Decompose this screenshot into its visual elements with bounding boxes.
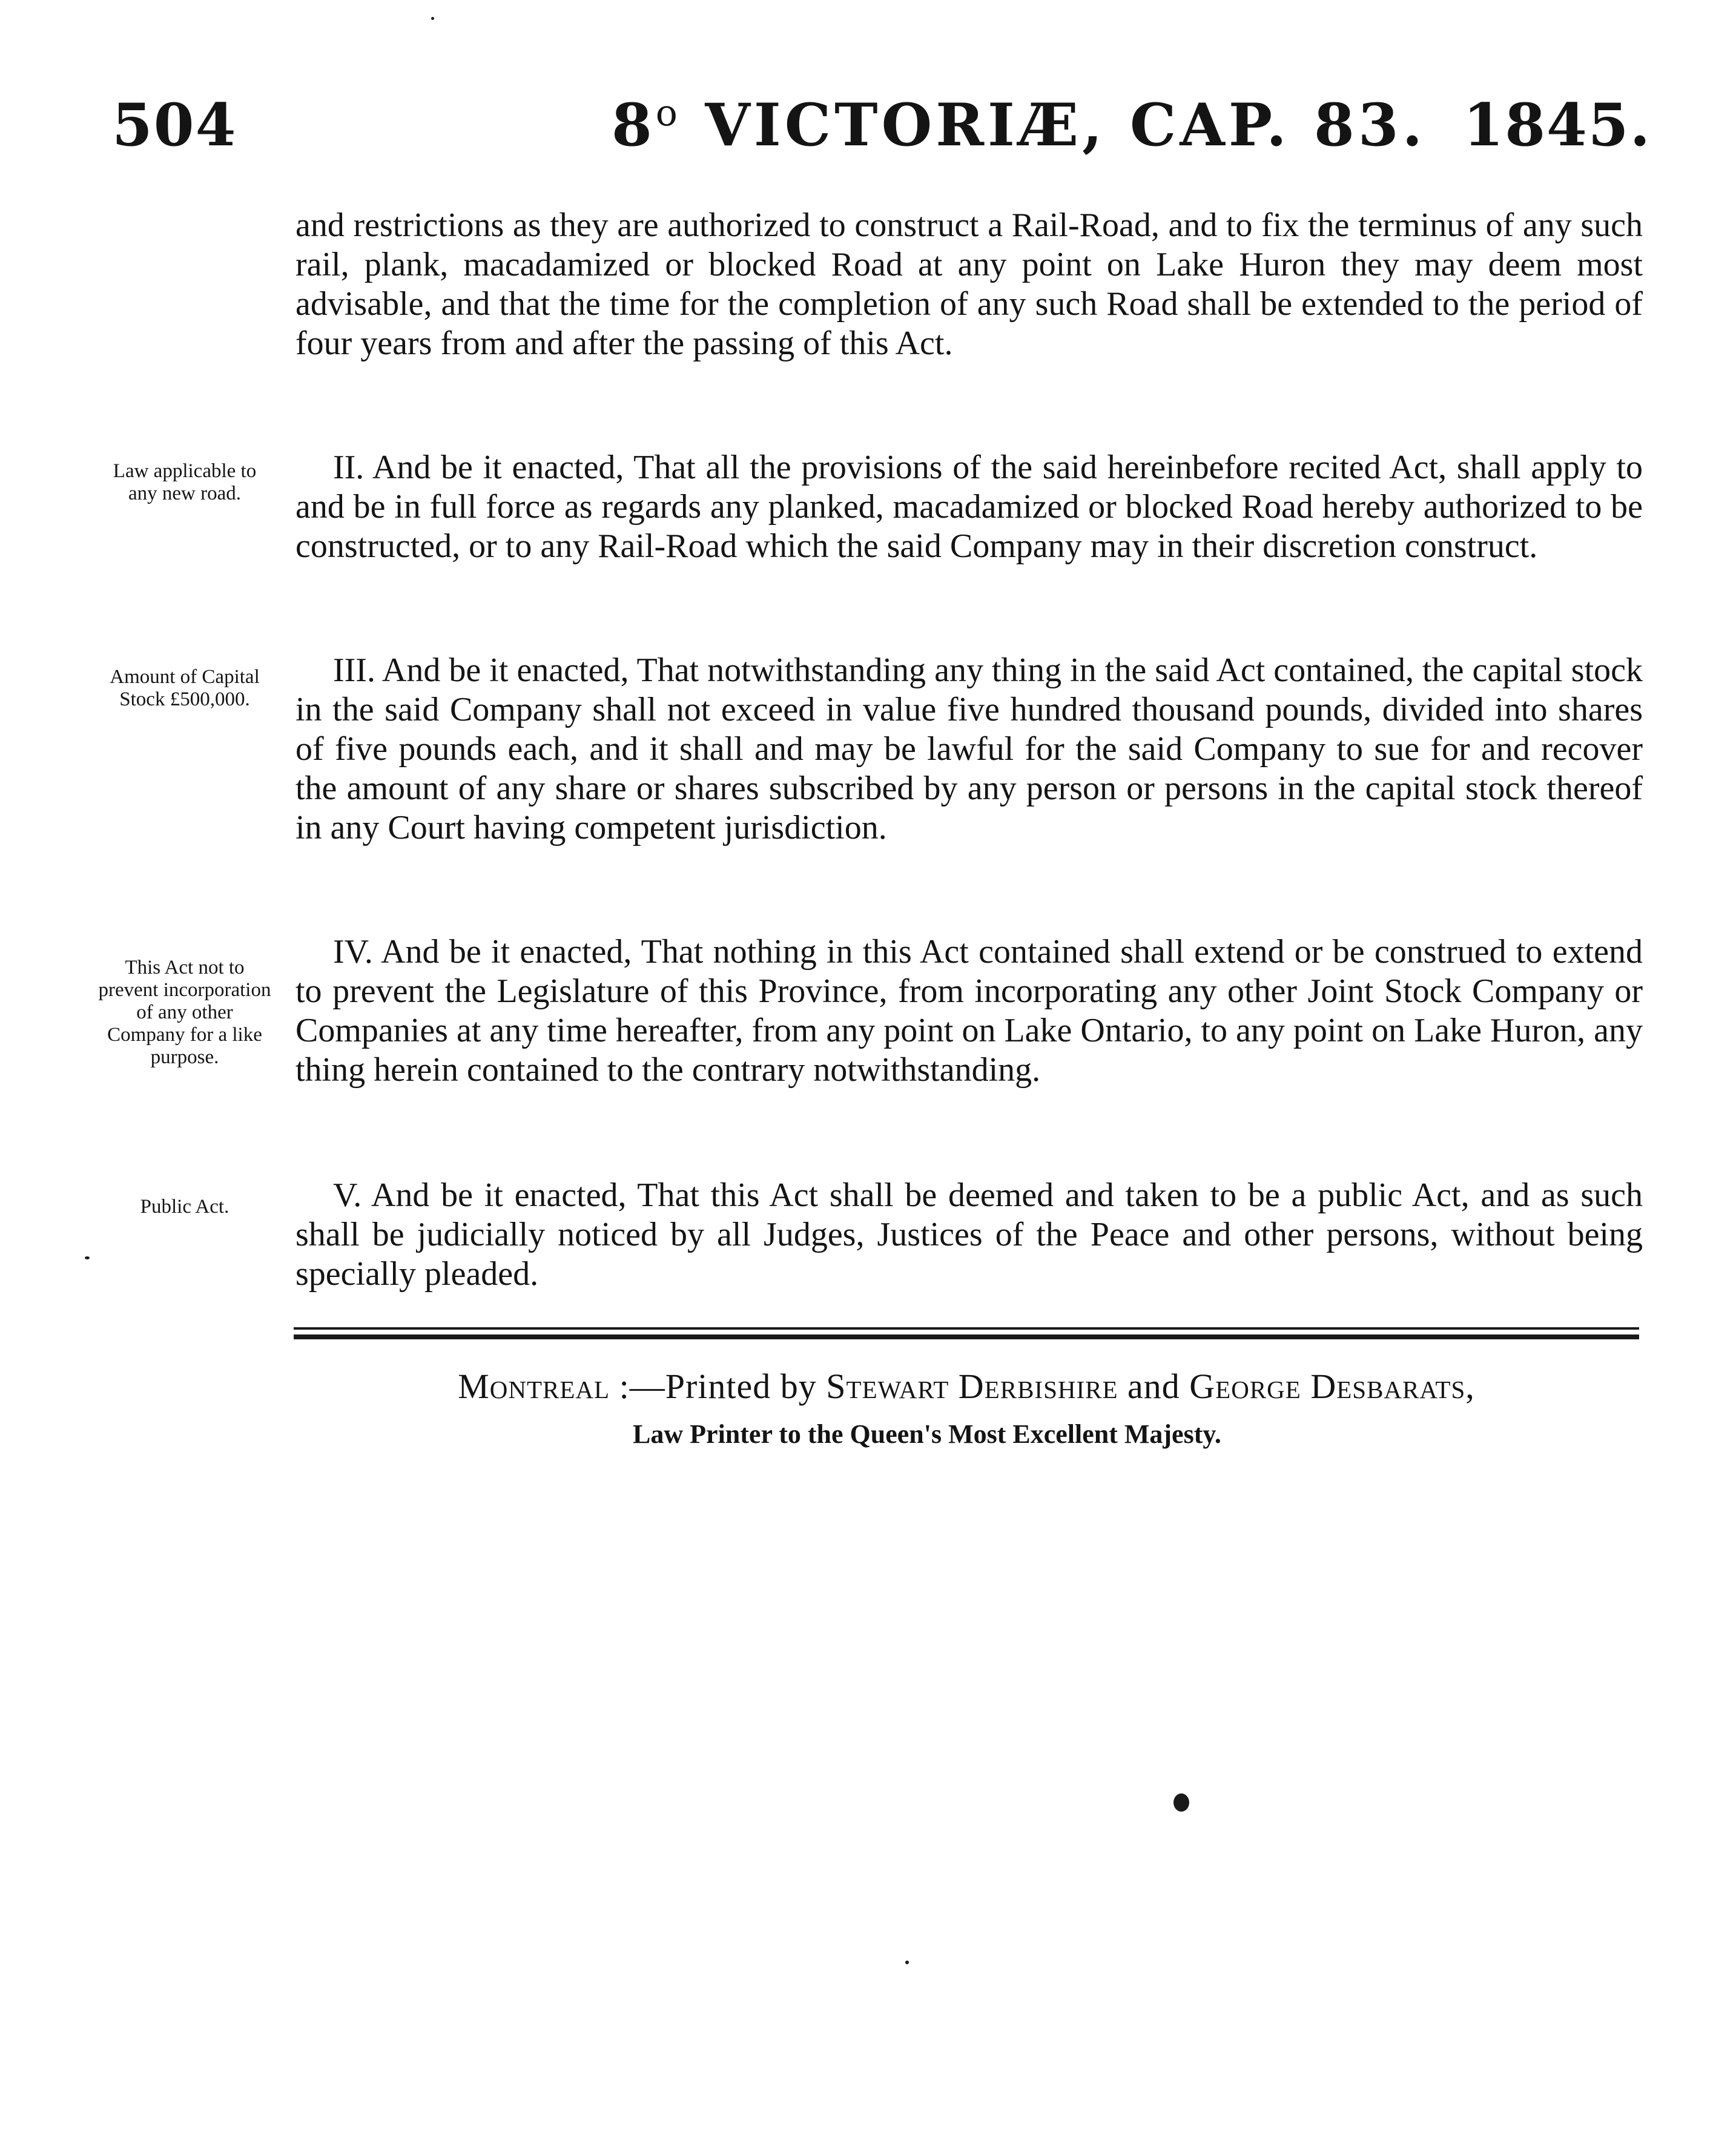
- paragraph-section-5: [295, 1176, 1643, 1294]
- imprint-printer-2: George Desbarats,: [1189, 1367, 1475, 1406]
- imprint-line-2: Law Printer to the Queen's Most Excellent Majesty.: [633, 1419, 1221, 1449]
- paragraph-section-4: [295, 932, 1643, 1090]
- page-title: [612, 91, 1426, 159]
- paragraph-text: and restrictions as they are authorized to construct a Rail-Road, and to fix the terminus of any such rail, plank, macadamized or blocked Road at any point on Lake Huron they may deem most advisable, and that the time for the completion of any such Road shall be extended to the period of four years from and after the passing of this Act.: [295, 206, 1643, 362]
- margin-note-section-4: This Act not to prevent incorporation of any other Company for a like purpose.: [98, 957, 271, 1068]
- ink-speck: [905, 1961, 909, 1964]
- paragraph-text: IV. And be it enacted, That nothing in this Act contained shall extend or be construed to extend to prevent the Legislature of this Province, from incorporating any other Joint Stock Company or Companies at any time hereafter, from any point on Lake Ontario, to any point on Lake Huron, any thing herein contained to the contrary notwithstanding.: [295, 933, 1643, 1089]
- ink-speck: [431, 17, 434, 20]
- divider-rule-thin: [294, 1327, 1639, 1330]
- imprint-printed-by: :—Printed by: [619, 1367, 817, 1406]
- margin-note-section-3: Amount of Capital Stock £500,000.: [110, 666, 260, 710]
- running-header: [0, 0, 1736, 182]
- margin-note-section-2: Law applicable to any new road.: [113, 460, 257, 504]
- imprint-line-1: [294, 1366, 1639, 1407]
- paragraph-text: V. And be it enacted, That this Act shall be deemed and taken to be a public Act, and as such shall be judicially noticed by all Judges, Justices of the Peace and other persons, without being specially pleaded.: [295, 1176, 1643, 1293]
- paragraph-section-2: [295, 448, 1643, 566]
- margin-note-section-5: Public Act.: [140, 1196, 229, 1218]
- paragraph-text: II. And be it enacted, That all the provisions of the said hereinbefore recited Act, shall apply to and be in full force as regards any planked, macadamized or blocked Road hereby authorized to be constructed, or to any Rail-Road which the said Company may in their discretion construct.: [295, 449, 1643, 565]
- page-number: 504: [112, 91, 237, 159]
- header-year: 1845.: [1463, 91, 1651, 159]
- title-ordinal: 8: [612, 91, 656, 159]
- imprint-city: Montreal: [458, 1367, 610, 1406]
- title-text: VICTORIÆ, CAP. 83.: [705, 91, 1427, 159]
- ink-speck: [85, 1256, 90, 1259]
- divider-rule-thick: [294, 1334, 1639, 1339]
- paragraph-text: III. And be it enacted, That notwithstanding any thing in the said Act contained, the capital stock in the said Company shall not exceed in value five hundred thousand pounds, divided into shares of five pounds each, and it shall and may be lawful for the said Company to sue for and recover the amount of any share or shares subscribed by any person or persons in the capital stock thereof in any Court having competent jurisdiction.: [295, 652, 1643, 846]
- imprint-printer-1: Stewart Derbishire: [826, 1367, 1118, 1406]
- ink-speck: [1173, 1793, 1189, 1812]
- paragraph-continuation: [295, 206, 1643, 363]
- paragraph-section-3: [295, 651, 1643, 848]
- imprint-conjunction: and: [1127, 1367, 1180, 1406]
- title-degree: o: [655, 92, 681, 134]
